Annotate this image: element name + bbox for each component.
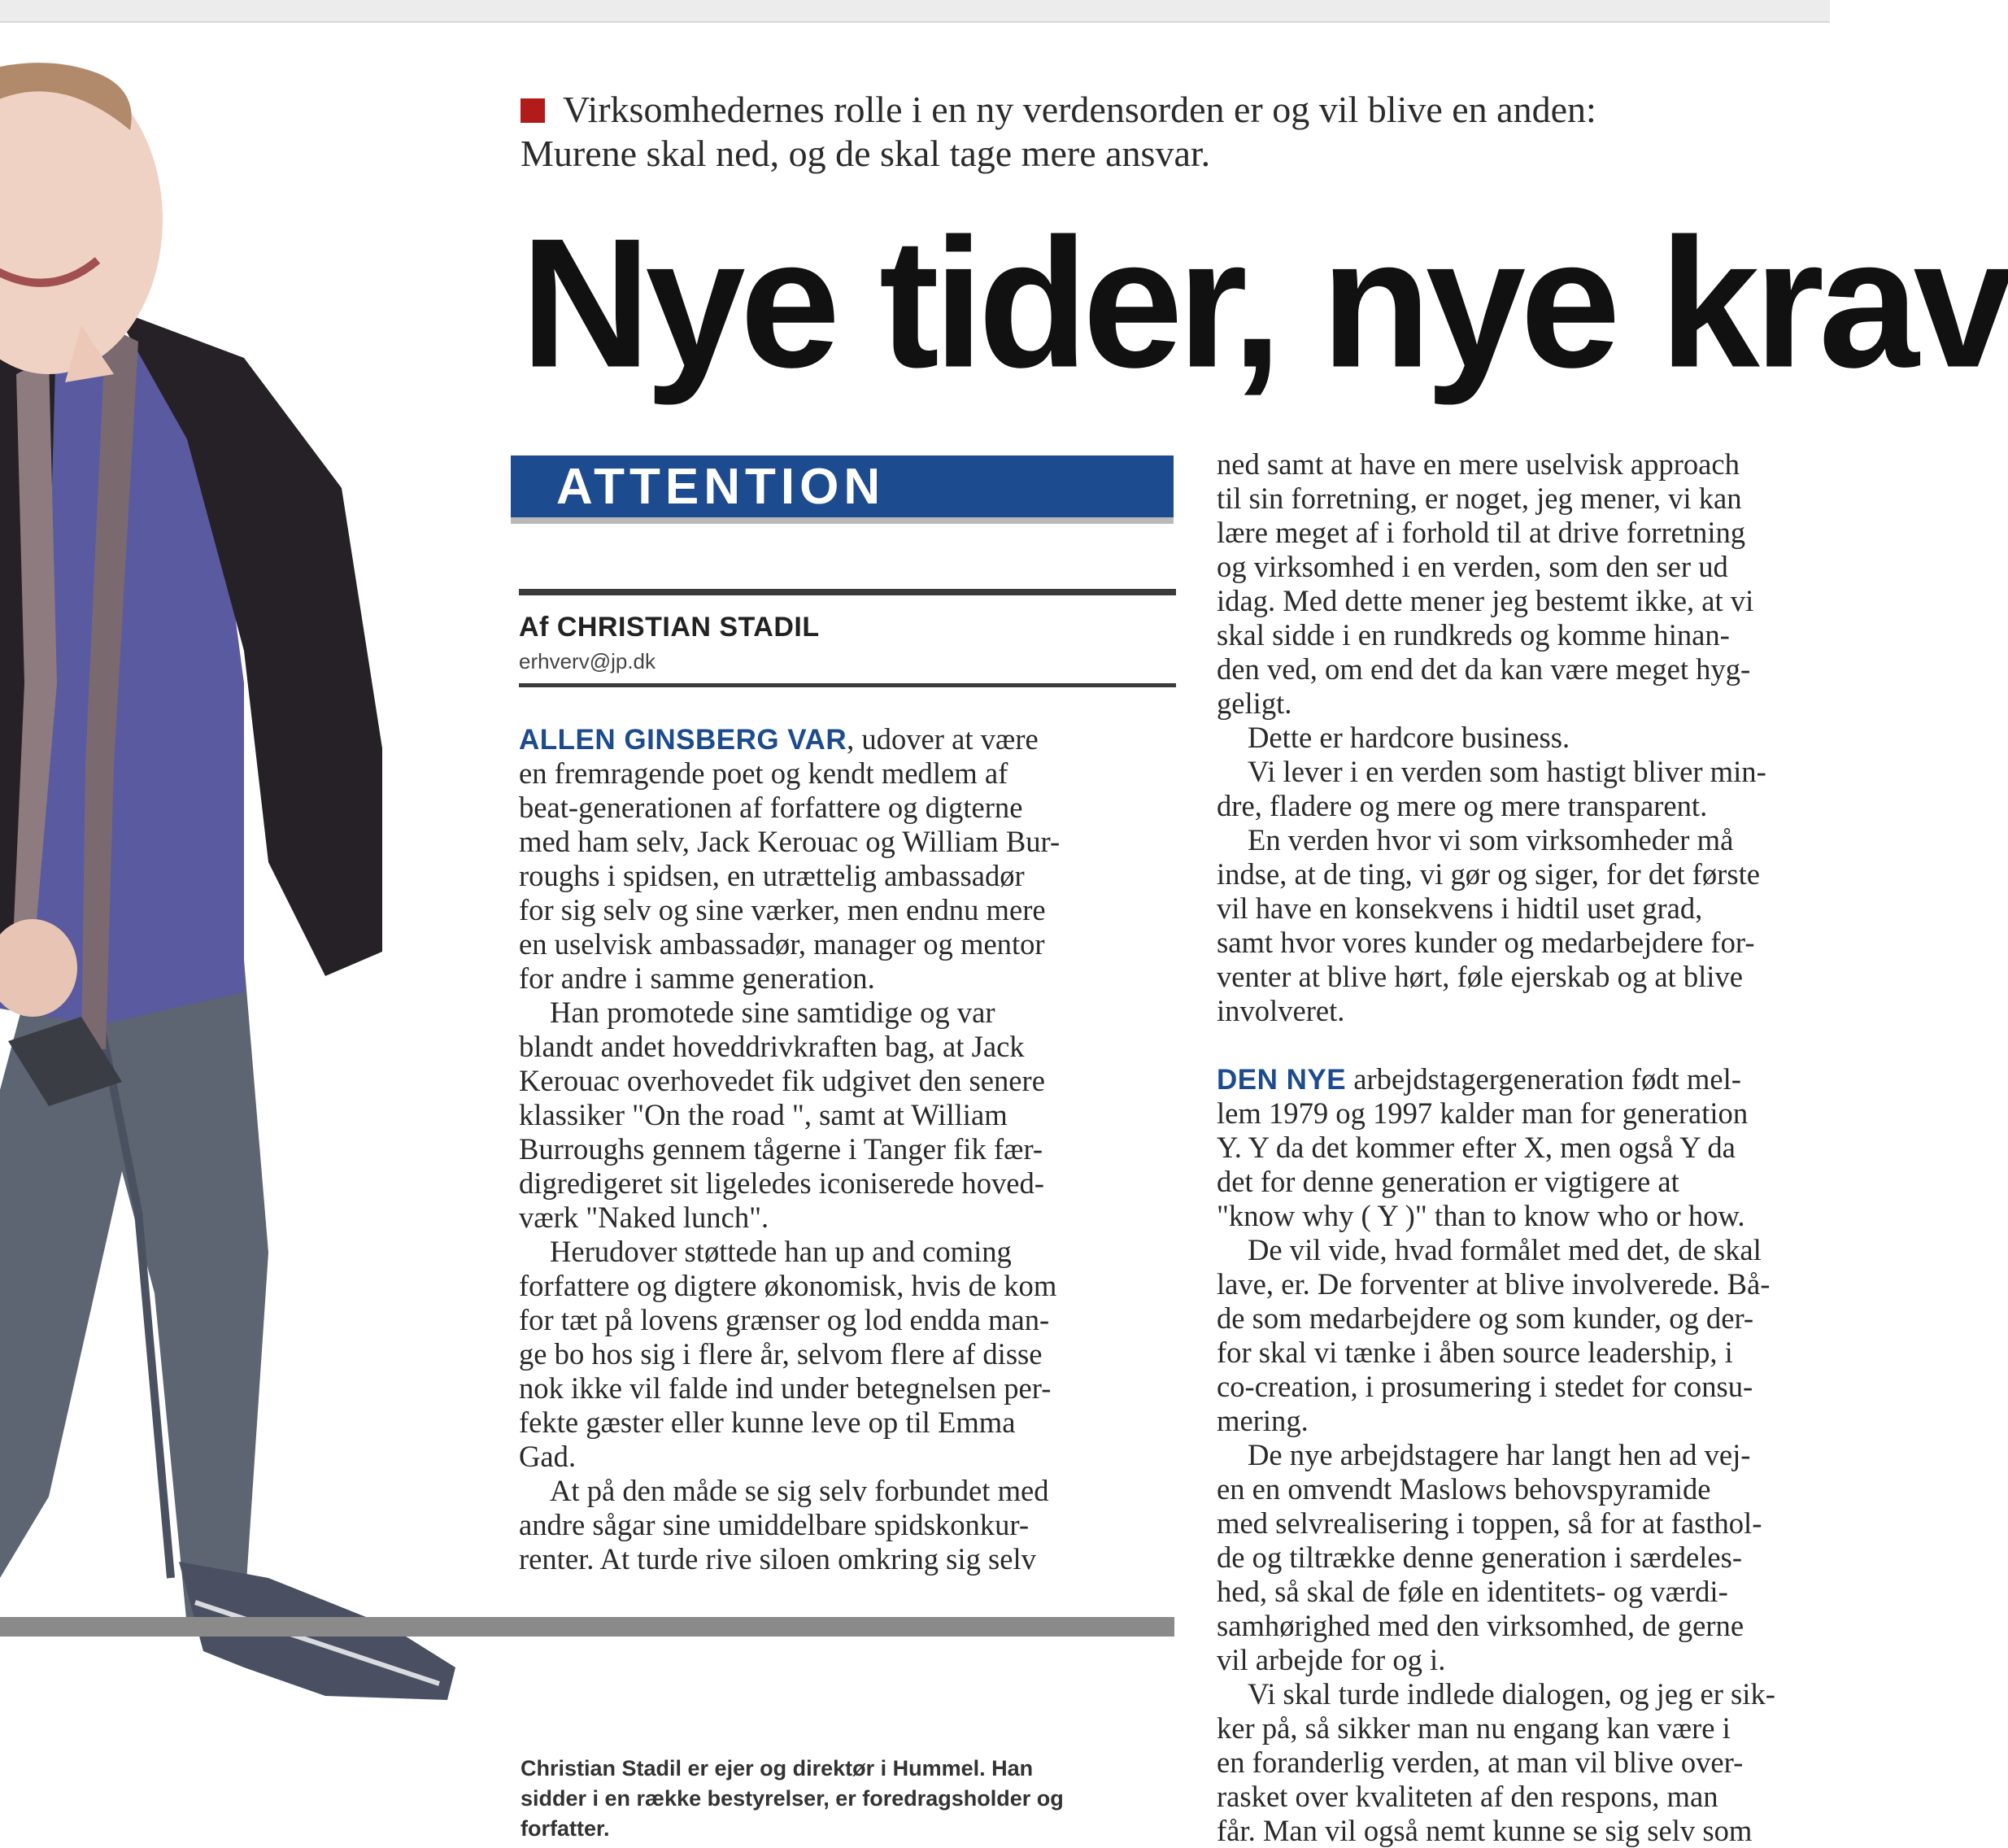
kicker-line-1 — [521, 88, 1854, 132]
lead-in: ALLEN GINSBERG VAR — [519, 724, 847, 756]
article-line — [519, 1166, 1170, 1201]
line-text: samhørighed med den virksomhed, de gerne — [1217, 1609, 1744, 1642]
line-text: skal sidde i en rundkreds og komme hinan- — [1217, 618, 1730, 652]
line-text: vil arbejde for og i. — [1217, 1643, 1446, 1676]
line-text: fekte gæster eller kunne leve op til Emma — [519, 1406, 1016, 1439]
article-line — [519, 791, 1170, 825]
line-text: en en omvendt Maslows behovspyramide — [1217, 1472, 1711, 1506]
article-line — [1217, 652, 1867, 686]
line-text: andre sågar sine umiddelbare spidskonkur- — [519, 1508, 1030, 1541]
article-line — [519, 1337, 1170, 1371]
line-text: Vi lever i en verden som hastigt bliver min- — [1248, 755, 1766, 788]
article-line — [519, 756, 1170, 791]
article-line — [519, 1201, 1170, 1235]
headline: Nye tider, nye krav — [521, 200, 2008, 407]
caption-line-1: Christian Stadil er ejer og direktør i Hummel. Han — [521, 1756, 1034, 1780]
article-line — [1217, 1199, 1867, 1233]
line-text: til sin forretning, er noget, jeg mener, vi kan — [1217, 482, 1742, 515]
article-line — [519, 1030, 1170, 1064]
line-text: , udover at være — [847, 722, 1039, 756]
caption-line-2: sidder i en række bestyrelser, er foredragsholder og — [521, 1786, 1064, 1811]
lead-in: DEN NYE — [1217, 1064, 1347, 1096]
line-text: co-creation, i prosumering i stedet for consu- — [1217, 1370, 1753, 1403]
article-line — [519, 825, 1170, 859]
article-line — [1217, 1131, 1867, 1165]
byline-rule-top — [519, 589, 1176, 595]
line-text: indse, at de ting, vi gør og siger, for det første — [1217, 857, 1760, 891]
line-text: Han promotede sine samtidige og var — [550, 996, 995, 1029]
article-line — [1217, 1780, 1867, 1814]
line-text: vil have en konsekvens i hidtil uset grad, — [1217, 891, 1703, 925]
red-square-icon — [521, 98, 545, 123]
line-text: lære meget af i forhold til at drive forretning — [1217, 516, 1746, 549]
line-text: At på den måde se sig selv forbundet med — [550, 1474, 1049, 1507]
line-text: en fremragende poet og kendt medlem af — [519, 756, 1008, 790]
line-text: renter. At turde rive siloen omkring sig selv — [519, 1542, 1036, 1576]
line-text: samt hvor vores kunder og medarbejdere for- — [1217, 926, 1755, 959]
article-line — [1217, 823, 1867, 857]
article-line — [519, 1132, 1170, 1166]
article-line — [519, 1269, 1170, 1303]
kicker-text-1: Virksomhedernes rolle i en ny verdensorden er og vil blive en anden: — [563, 89, 1596, 130]
article-line — [1217, 1028, 1867, 1062]
photo-caption — [521, 1754, 1187, 1844]
article-line — [1217, 1267, 1867, 1301]
line-text: De nye arbejdstagere har langt hen ad vej- — [1248, 1438, 1751, 1471]
article-line — [1217, 1370, 1867, 1404]
article-line — [519, 927, 1170, 961]
line-text: mering. — [1217, 1404, 1309, 1437]
line-text: får. Man vil også nemt kunne se sig selv som — [1217, 1814, 1753, 1847]
line-text: ned samt at have en mere uselvisk approach — [1217, 447, 1740, 481]
line-text: Dette er hardcore business. — [1248, 721, 1570, 754]
line-text: dre, fladere og mere og mere transparent. — [1217, 789, 1708, 822]
section-label-bar — [511, 455, 1174, 517]
article-line — [1217, 857, 1867, 891]
line-text: med ham selv, Jack Kerouac og William Bur- — [519, 825, 1061, 858]
line-text: og virksomhed i en verden, som den ser ud — [1217, 550, 1728, 583]
line-text: for skal vi tænke i åben source leadership, i — [1217, 1336, 1733, 1369]
article-line — [1217, 1711, 1867, 1746]
article-line — [1217, 1301, 1867, 1336]
line-text: nok ikke vil falde ind under betegnelsen per- — [519, 1371, 1052, 1405]
article-line — [1217, 1404, 1867, 1438]
line-text: den ved, om end det da kan være meget hyg- — [1217, 652, 1751, 686]
line-text: arbejdstagergeneration født mel- — [1346, 1062, 1741, 1096]
line-text: for tæt på lovens grænser og lod endda man- — [519, 1303, 1050, 1336]
line-text: ker på, så sikker man nu engang kan være i — [1217, 1711, 1731, 1745]
article-line — [1217, 584, 1867, 618]
article-line — [1217, 447, 1867, 482]
line-text: det for denne generation er vigtigere at — [1217, 1165, 1679, 1198]
line-text: En verden hvor vi som virksomheder må — [1248, 823, 1734, 856]
article-line — [1217, 1096, 1867, 1131]
article-line — [519, 1406, 1170, 1440]
line-text: for andre i samme generation. — [519, 961, 875, 995]
article-line — [1217, 1062, 1867, 1096]
article-line — [1217, 1165, 1867, 1199]
article-line — [1217, 960, 1867, 994]
byline-author: Af CHRISTIAN STADIL — [519, 612, 820, 643]
article-line — [1217, 1609, 1867, 1643]
section-label: ATTENTION — [556, 459, 886, 515]
line-text: "know why ( Y )" than to know who or how. — [1217, 1199, 1745, 1232]
article-line — [1217, 618, 1867, 652]
article-line — [1217, 1643, 1867, 1677]
line-text: de og tiltrække denne generation i særdeles- — [1217, 1541, 1743, 1574]
article-line — [519, 1440, 1170, 1474]
line-text: rasket over kvaliteten af den respons, man — [1217, 1780, 1718, 1813]
article-line — [1217, 994, 1867, 1028]
line-text: forfattere og digtere økonomisk, hvis de kom — [519, 1269, 1057, 1302]
article-line — [1217, 516, 1867, 550]
article-line — [1217, 1677, 1867, 1711]
article-line — [1217, 550, 1867, 584]
line-text: De vil vide, hvad formålet med det, de skal — [1248, 1233, 1762, 1266]
article-line — [519, 961, 1170, 996]
line-text: involveret. — [1217, 994, 1345, 1027]
article-line — [519, 722, 1170, 756]
line-text: roughs i spidsen, en utrættelig ambassadør — [519, 859, 1025, 892]
line-text: en uselvisk ambassadør, manager og mentor — [519, 927, 1045, 961]
line-text: Herudover støttede han up and coming — [550, 1235, 1012, 1268]
line-text: med selvrealisering i toppen, så for at fasthol- — [1217, 1506, 1762, 1540]
bottom-rule — [0, 1617, 1174, 1637]
line-text: Vi skal turde indlede dialogen, og jeg er sik- — [1248, 1677, 1775, 1711]
line-text: lave, er. De forventer at blive involverede. Bå- — [1217, 1267, 1771, 1301]
line-text: beat-generationen af forfattere og digterne — [519, 791, 1023, 824]
line-text: geligt. — [1217, 686, 1292, 720]
article-line — [519, 1064, 1170, 1098]
article-line — [1217, 755, 1867, 789]
article-line — [1217, 482, 1867, 516]
article-line — [519, 1542, 1170, 1576]
line-text: Y. Y da det kommer efter X, men også Y da — [1217, 1131, 1736, 1164]
article-line — [519, 893, 1170, 927]
article-line — [1217, 1336, 1867, 1370]
article-line — [1217, 1814, 1867, 1848]
byline-rule-bottom — [519, 683, 1176, 687]
byline-email: erhverv@jp.dk — [519, 649, 656, 673]
article-line — [1217, 1506, 1867, 1541]
article-line — [519, 1508, 1170, 1542]
line-text: ge bo hos sig i flere år, selvom flere af disse — [519, 1337, 1043, 1371]
article-line — [519, 1474, 1170, 1508]
line-text: lem 1979 og 1997 kalder man for generation — [1217, 1096, 1749, 1130]
article-line — [1217, 789, 1867, 823]
line-text: værk "Naked lunch". — [519, 1201, 769, 1234]
article-line — [1217, 721, 1867, 755]
line-text: Kerouac overhovedet fik udgivet den senere — [519, 1064, 1045, 1097]
article-line — [1217, 686, 1867, 721]
article-column-2 — [1217, 447, 1867, 1848]
caption-line-3: forfatter. — [521, 1816, 610, 1841]
article-line — [1217, 926, 1867, 960]
article-line — [1217, 1746, 1867, 1780]
article-line — [519, 1098, 1170, 1132]
top-band — [0, 0, 1830, 21]
line-text: hed, så skal de føle en identitets- og værdi- — [1217, 1575, 1728, 1608]
line-text: Burroughs gennem tågerne i Tanger fik fær- — [519, 1132, 1043, 1166]
article-line — [1217, 1233, 1867, 1267]
line-text: klassiker "On the road ", samt at William — [519, 1098, 1008, 1131]
kicker-line-2: Murene skal ned, og de skal tage mere ansvar. — [521, 133, 1211, 174]
article-line — [1217, 1438, 1867, 1472]
article-line — [519, 1371, 1170, 1406]
line-text: for sig selv og sine værker, men endnu mere — [519, 893, 1046, 926]
line-text: de som medarbejdere og som kunder, og der- — [1217, 1301, 1754, 1335]
article-line — [1217, 1541, 1867, 1575]
article-column-1 — [519, 722, 1170, 1576]
line-text: en foranderlig verden, at man vil blive over- — [1217, 1746, 1744, 1779]
article-line — [519, 859, 1170, 893]
author-photo — [0, 33, 488, 1724]
line-text: blandt andet hoveddrivkraften bag, at Jack — [519, 1030, 1025, 1063]
line-text: idag. Med dette mener jeg bestemt ikke, at vi — [1217, 584, 1754, 617]
article-line — [1217, 1575, 1867, 1609]
kicker — [521, 88, 1854, 176]
article-line — [519, 996, 1170, 1030]
line-text: Gad. — [519, 1440, 577, 1473]
line-text: venter at blive hørt, føle ejerskab og at blive — [1217, 960, 1743, 993]
line-text: digredigeret sit ligeledes iconiserede hoved- — [519, 1166, 1044, 1200]
article-line — [519, 1303, 1170, 1337]
top-band-divider — [0, 21, 1830, 23]
article-line — [1217, 891, 1867, 926]
article-line — [519, 1235, 1170, 1269]
article-line — [1217, 1472, 1867, 1506]
